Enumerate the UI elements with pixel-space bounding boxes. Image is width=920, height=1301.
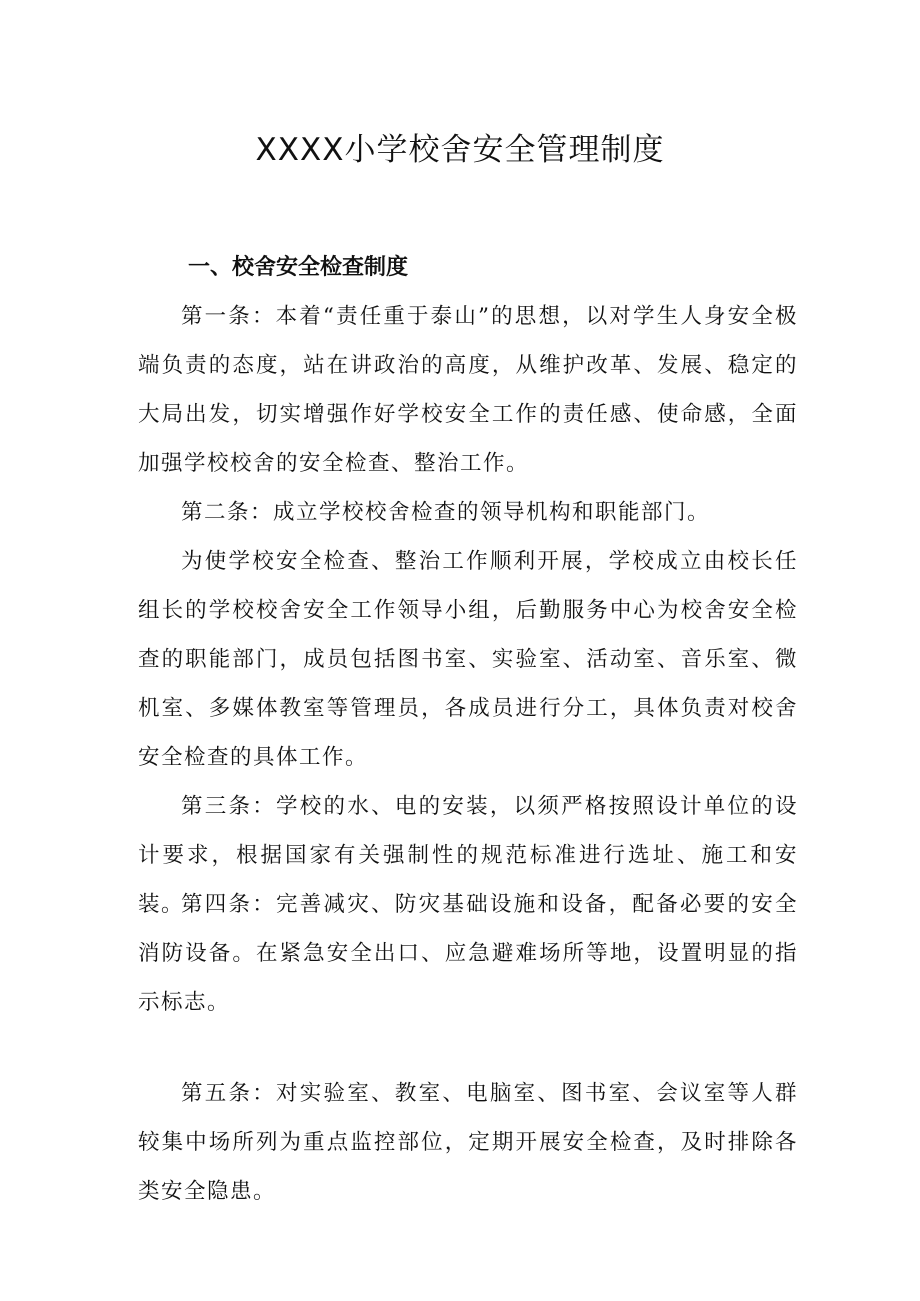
section-heading: 一、校舍安全检查制度 — [188, 255, 409, 280]
paragraph-article-1: 第一条：本着“责任重于泰山”的思想，以对学生人身安全极端负责的态度，站在讲政治的高度，从维护改革、发展、稳定的大局出发，切实增强作好学校安全工作的责任感、使命感，全面加强学校校舍的安全检查、整治工作。 — [138, 304, 798, 476]
document-title: XXXX小学校舍安全管理制度 — [255, 132, 665, 168]
paragraph-article-2-detail: 为使学校安全检查、整治工作顺利开展，学校成立由校长任组长的学校校舍安全工作领导小组，后勤服务中心为校舍安全检查的职能部门，成员包括图书室、实验室、活动室、音乐室、微机室、多媒体教室等管理员，各成员进行分工，具体负责对校舍安全检查的具体工作。 — [138, 549, 798, 770]
paragraph-article-2: 第二条：成立学校校舍检查的领导机构和职能部门。 — [181, 500, 711, 525]
paragraph-article-4: 第四条：完善减灾、防灾基础设施和设备，配备必要的安全消防设备。在紧急安全出口、应急避难场所等地，设置明显的指示标志。 — [138, 892, 798, 1015]
paragraph-article-5: 第五条：对实验室、教室、电脑室、图书室、会议室等人群较集中场所列为重点监控部位，定期开展安全检查，及时排除各类安全隐患。 — [138, 1081, 798, 1204]
paragraph-article-3: 第三条：学校的水、电的安装，以须严格按照设计单位的设计要求，根据国家有关强制性的规范标准进行选址、施工和安装。 — [138, 794, 798, 917]
